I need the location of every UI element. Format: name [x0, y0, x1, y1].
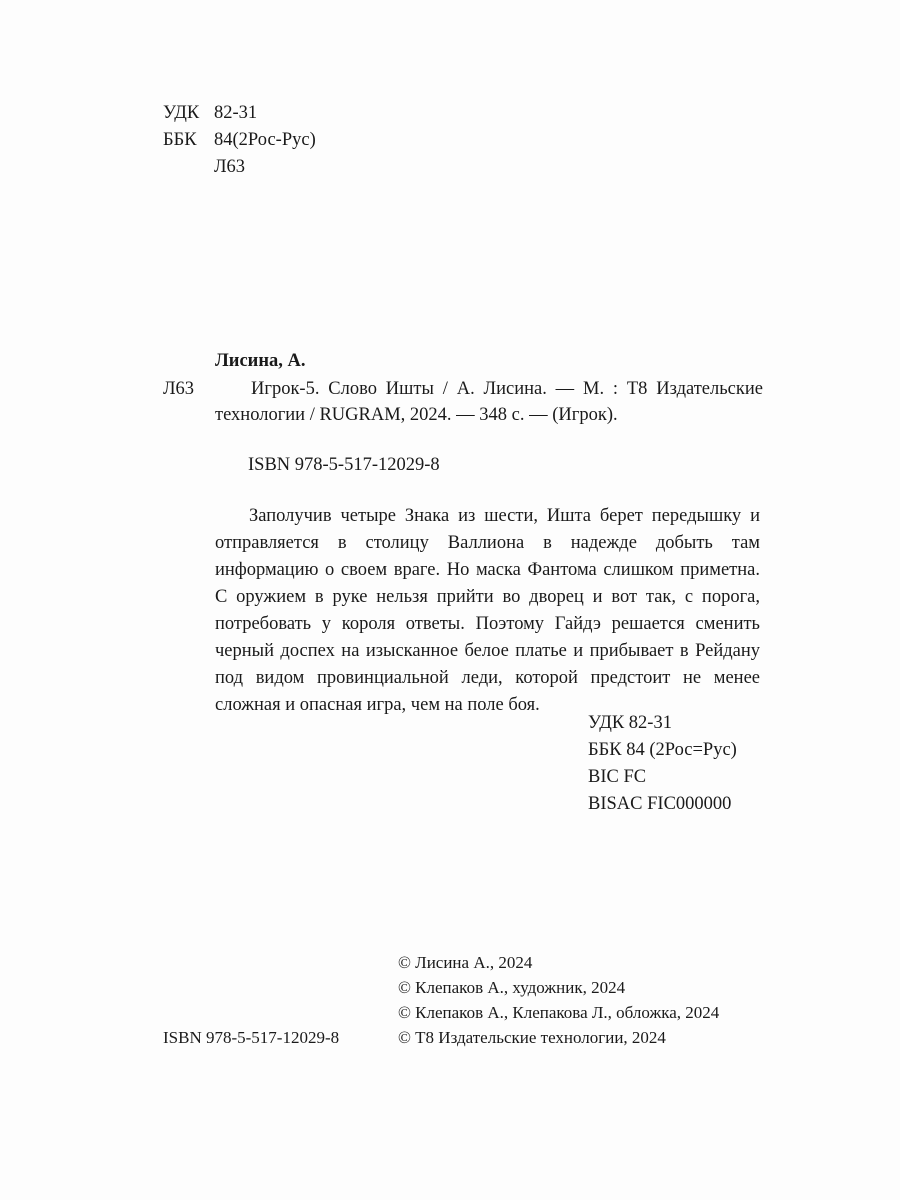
codes-block [588, 710, 737, 818]
copyright-line: © Клепаков А., художник, 2024 [398, 978, 626, 997]
bbk-value: 84(2Рос-Рус) [214, 130, 316, 150]
classification-block [163, 100, 316, 181]
bibliographic-description [163, 348, 763, 428]
shelf-index: Л63 [163, 379, 195, 399]
bic-code-line: BIC FC [588, 767, 647, 787]
udk-value: 82-31 [214, 103, 258, 123]
isbn-bottom: ISBN 978-5-517-12029-8 [163, 1028, 340, 1047]
udk-label: УДК [163, 103, 200, 123]
classification-row [163, 127, 316, 154]
author-heading: Лисина, А. [215, 351, 306, 371]
isbn-main: ISBN 978-5-517-12029-8 [248, 455, 440, 475]
copyright-block [398, 950, 719, 1050]
bisac-code-line: BISAC FIC000000 [588, 794, 732, 814]
author-mark-label [163, 154, 209, 181]
classification-row [163, 100, 316, 127]
udk-code-line: УДК 82-31 [588, 713, 672, 733]
copyright-line: © Лисина А., 2024 [398, 953, 533, 972]
copyright-line: © Т8 Издательские технологии, 2024 [398, 1028, 666, 1047]
copyright-line: © Клепаков А., Клепакова Л., обложка, 2024 [398, 1003, 720, 1022]
bbk-label: ББК [163, 130, 197, 150]
description-text: Игрок-5. Слово Ишты / А. Лисина. — М. : Т8 Издательские технологии / RUGRAM, 2024. — 348 с. — (Игрок). [215, 379, 763, 425]
bbk-code-line: ББК 84 (2Рос=Рус) [588, 740, 737, 760]
author-mark-value: Л63 [214, 157, 246, 177]
classification-row [163, 154, 316, 181]
description-body [163, 376, 763, 428]
annotation-text: Заполучив четыре Знака из шести, Ишта берет передышку и отправляется в столицу Валлиона в надежде добыть там информацию о своем враге. Но маска Фантома слишком приметна. С оружием в руке нельзя прийти во дворец и вот так, с порога, потребовать у короля ответы. Поэтому Гайдэ решается сменить черный доспех на изысканное белое платье и прибывает в Рейдану под видом провинциальной леди, которой предстоит не менее сложная и опасная игра, чем на поле боя. [215, 506, 760, 715]
